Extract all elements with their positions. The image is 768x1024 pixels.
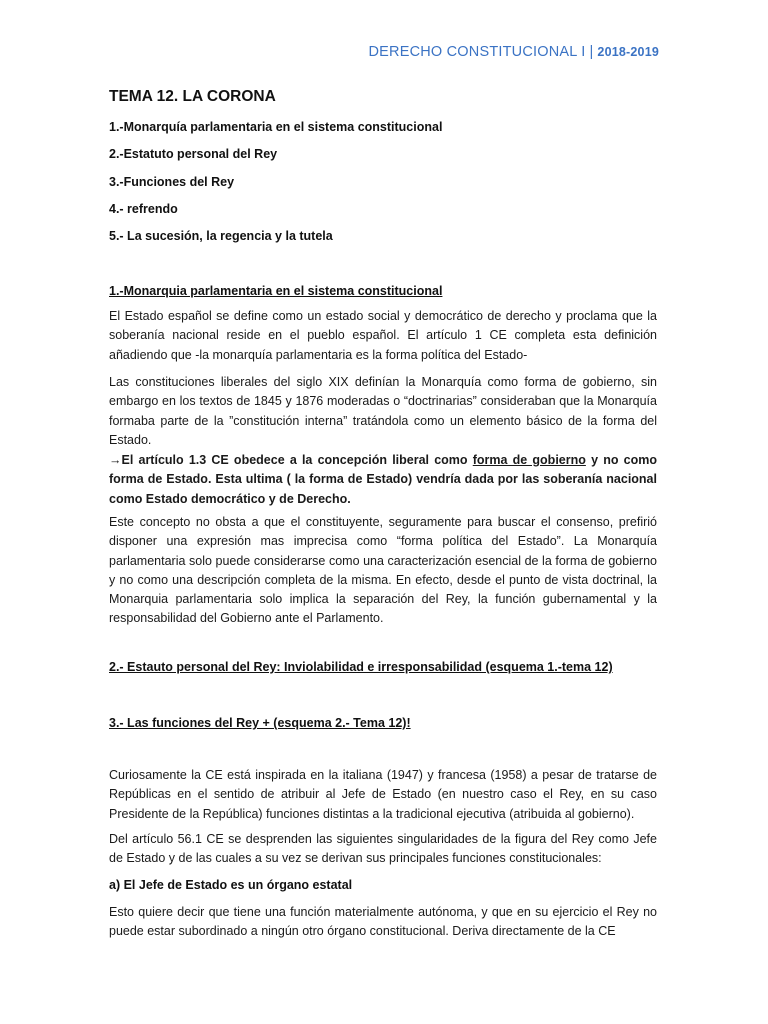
toc-item-3: 3.-Funciones del Rey (109, 175, 235, 189)
section-3-paragraph-3: Esto quiere decir que tiene una función materialmente autónoma, y que en su ejercicio el Rey no puede estar subordinado a ningún otro órgano constitucional. Deriva directamente de la CE (109, 905, 657, 939)
section-1-paragraph-2: Las constituciones liberales del siglo XIX definían la Monarquía como forma de gobierno, sin embargo en los textos de 1845 y 1876 moderadas o “doctrinarias” consideraban que la Monarquía formaba parte de la ”constitución interna” tratándola como un elemento básico de la forma del Estado. (109, 375, 657, 447)
section-1-heading: 1.-Monarquia parlamentaria en el sistema constitucional (109, 284, 443, 298)
section-3-subheading-a: a) El Jefe de Estado es un órgano estatal (109, 878, 353, 892)
toc-item-2: 2.-Estatuto personal del Rey (109, 147, 278, 161)
section-3-paragraph-1: Curiosamente la CE está inspirada en la italiana (1947) y francesa (1958) a pesar de tratarse de Repúblicas en el sentido de atribuir al Jefe de Estado (en nuestro caso el Rey, en su caso Presidente de la República) funciones distintas a la tradicional ejecutiva (atribuida al gobierno). (109, 768, 657, 821)
page-header (369, 44, 660, 60)
underlined-phrase: forma de gobierno (472, 453, 586, 467)
section-3-heading: 3.- Las funciones del Rey + (esquema 2.- Tema 12)! (109, 716, 411, 730)
toc-item-1: 1.-Monarquía parlamentaria en el sistema constitucional (109, 120, 443, 134)
section-2-heading: 2.- Estauto personal del Rey: Inviolabilidad e irresponsabilidad (esquema 1.-tema 12) (109, 660, 613, 674)
section-1-paragraph-1: El Estado español se define como un estado social y democrático de derecho y proclama que la soberanía nacional reside en el pueblo español. El artículo 1 CE completa esta definición añadiendo que -la monarquía parlamentaria es la forma política del Estado- (109, 309, 657, 362)
section-1-paragraph-4: Este concepto no obsta a que el constituyente, seguramente para buscar el consenso, prefirió disponer una expresión mas imprecisa como “forma política del Estado”. La Monarquía parlamentaria solo puede considerarse como una caracterización esencial de la forma de gobierno y no como una descripción completa de la misma. En efecto, desde el punto de vista doctrinal, la Monarquia parlamentaria solo implica la separación del Rey, la función gubernamental y la responsabilidad del Gobierno ante el Parlamento. (109, 515, 657, 626)
toc-item-5: 5.- La sucesión, la regencia y la tutela (109, 229, 333, 243)
header-course: DERECHO CONSTITUCIONAL I (368, 44, 586, 60)
page-title: TEMA 12. LA CORONA (109, 88, 276, 105)
section-1-paragraph-3: →El artículo 1.3 CE obedece a la concepción liberal como forma de gobierno y no como forma de Estado. Esta ultima ( la forma de Estado) vendría dada por las soberanía nacional como Estado democrático y de Derecho. (109, 453, 657, 506)
section-3-paragraph-2: Del artículo 56.1 CE se desprenden las siguientes singularidades de la figura del Rey como Jefe de Estado y de las cuales a su vez se derivan sus principales funciones constitucionales: (109, 832, 657, 866)
header-year: 2018-2019 (597, 45, 659, 59)
header-separator: | (589, 44, 594, 60)
arrow-icon: → (109, 453, 122, 467)
toc-item-4: 4.- refrendo (109, 202, 178, 216)
